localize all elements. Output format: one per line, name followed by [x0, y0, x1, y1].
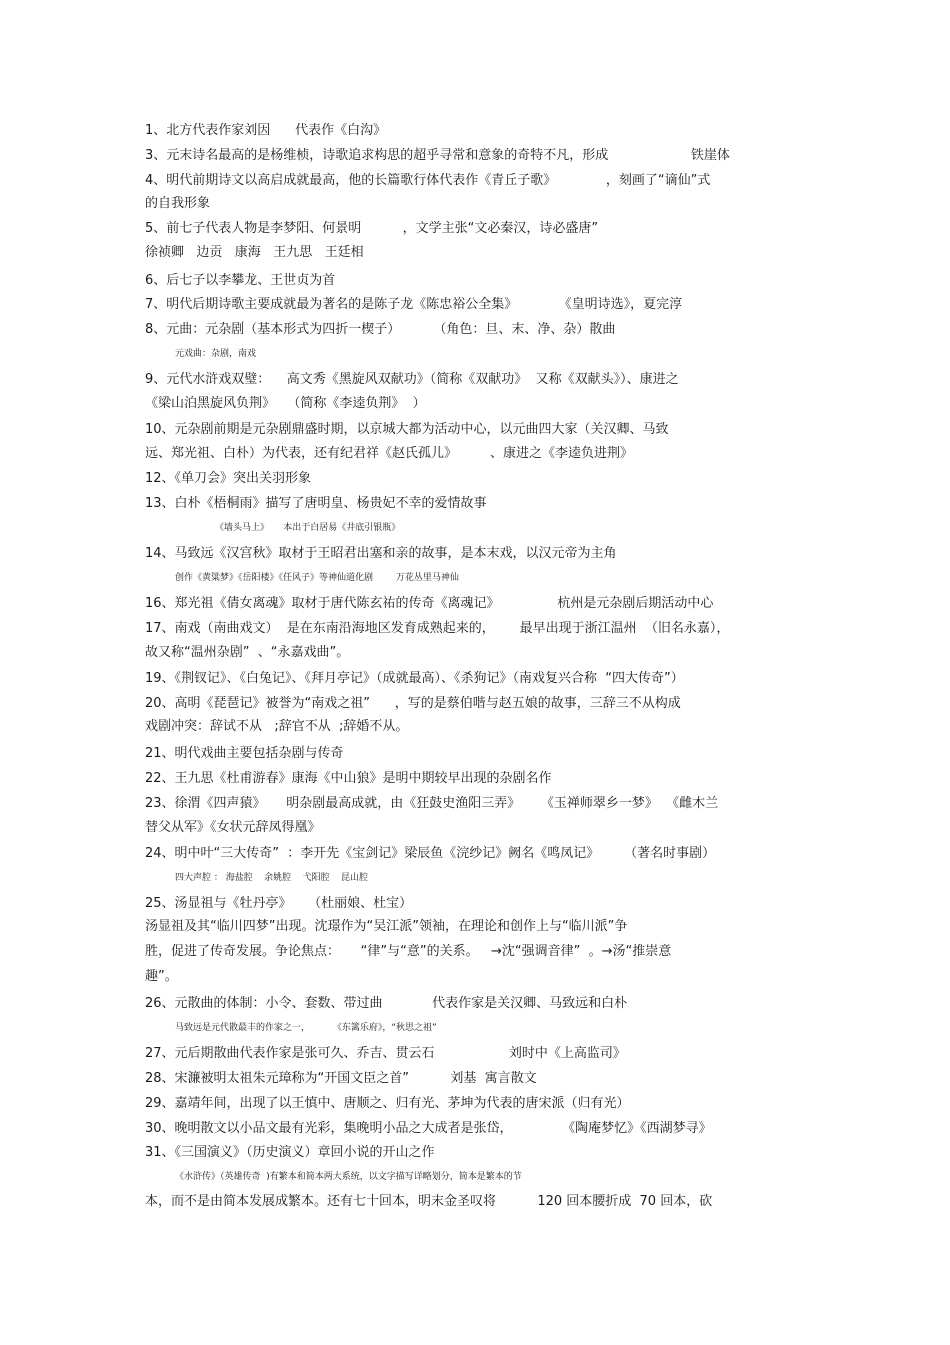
text-line: 《墙头马上》 本出于白居易《井底引银瓶》	[215, 523, 401, 533]
text-line: 戏剧冲突：辞试不从 ;辞官不从 ;辞婚不从。	[145, 719, 409, 734]
text-line: 远、郑光祖、白朴）为代表，还有纪君祥《赵氏孤儿》 、康进之《李逵负进荆》	[145, 446, 634, 461]
text-line: 元戏曲：杂剧，南戏	[175, 349, 257, 359]
text-line: 6、后七子以李攀龙、王世贞为首	[145, 273, 336, 288]
text-line: 汤显祖及其“临川四梦”出现。沈璟作为“吴江派”领袖，在理论和创作上与“临川派”争	[145, 919, 628, 934]
text-line: 23、徐渭《四声猿》 明杂剧最高成就，由《狂鼓史渔阳三弄》 《玉禅师翠乡一梦》 《雌木兰	[145, 796, 719, 811]
text-line: 徐祯卿 边贡 康海 王九思 王廷相	[145, 245, 364, 260]
text-line: 胜，促进了传奇发展。争论焦点： “律”与“意”的关系。 →沈“强调音律” 。→汤“推崇意	[145, 944, 672, 959]
text-line: 故又称“温州杂剧” 、“永嘉戏曲”。	[145, 645, 350, 660]
text-line: 28、宋濂被明太祖朱元璋称为“开国文臣之首” 刘基 寓言散文	[145, 1071, 537, 1086]
text-line: 30、晚明散文以小品文最有光彩，集晚明小品之大成者是张岱， 《陶庵梦忆》《西湖梦寻》	[145, 1121, 712, 1136]
text-line: 22、王九思《杜甫游春》康海《中山狼》是明中期较早出现的杂剧名作	[145, 771, 552, 786]
text-line: 5、前七子代表人物是李梦阳、何景明 ，文学主张“文必秦汉，诗必盛唐”	[145, 221, 599, 236]
text-line: 的自我形象	[145, 196, 211, 211]
text-line: 24、明中叶“三大传奇” ：李开先《宝剑记》梁辰鱼《浣纱记》阙名《鸣凤记》 （著名时事剧）	[145, 846, 716, 861]
text-line: 《水浒传》（英雄传奇 )有繁本和简本两大系统，以文字描写详略划分，简本是繁本的节	[175, 1172, 522, 1182]
text-line: 马致远是元代散最丰的作家之一， 《东篱乐府》，“秋思之祖”	[175, 1023, 437, 1033]
text-line: 替父从军》《女状元辞凤得凰》	[145, 820, 321, 835]
text-line: 本，而不是由简本发展成繁本。还有七十回本，明末金圣叹将 120 回本腰折成 70 回本，砍	[145, 1194, 713, 1209]
text-line: 31、《三国演义》（历史演义）章回小说的开山之作	[145, 1145, 435, 1160]
text-line: 20、高明《琵琶记》被誉为“南戏之祖” ，写的是蔡伯喈与赵五娘的故事，三辞三不从构成	[145, 696, 681, 711]
text-line: 8、元曲：元杂剧（基本形式为四折一楔子） （角色：旦、末、净、杂）散曲	[145, 322, 616, 337]
text-line: 17、南戏（南曲戏文） 是在东南沿海地区发育成熟起来的， 最早出现于浙江温州 （旧名永嘉），	[145, 621, 730, 636]
text-line: 1、北方代表作家刘因 代表作《白沟》	[145, 123, 387, 138]
text-line: 25、汤显祖与《牡丹亭》 （杜丽娘、杜宝）	[145, 896, 413, 911]
text-line: 21、明代戏曲主要包括杂剧与传奇	[145, 746, 344, 761]
text-line: 14、马致远《汉宫秋》取材于王昭君出塞和亲的故事，是本末戏，以汉元帝为主角	[145, 546, 617, 561]
text-line: 趣”。	[145, 969, 178, 984]
text-line: 4、明代前期诗文以高启成就最高，他的长篇歌行体代表作《青丘子歌》 ，刻画了“谪仙”式	[145, 173, 711, 188]
text-line: 10、元杂剧前期是元杂剧鼎盛时期，以京城大都为活动中心，以元曲四大家（关汉卿、马致	[145, 422, 669, 437]
text-line: 27、元后期散曲代表作家是张可久、乔吉、贯云石 刘时中《上高监司》	[145, 1046, 626, 1061]
text-line: 26、元散曲的体制：小令、套数、带过曲 代表作家是关汉卿、马致远和白朴	[145, 996, 628, 1011]
text-line: 9、元代水浒戏双璧： 高文秀《黑旋风双献功》（简称《双献功》 又称《双献头》）、康进之	[145, 372, 679, 387]
text-line: 29、嘉靖年间，出现了以王慎中、唐顺之、归有光、茅坤为代表的唐宋派（归有光）	[145, 1096, 630, 1111]
text-line: 16、郑光祖《倩女离魂》取材于唐代陈玄祐的传奇《离魂记》 杭州是元杂剧后期活动中心	[145, 596, 714, 611]
text-line: 《梁山泊黑旋风负荆》 （简称《李逵负荆》 ）	[145, 396, 426, 411]
text-line: 19、《荆钗记》、《白兔记》、《拜月亭记》（成就最高）、《杀狗记》（南戏复兴合称 “四大传奇”）	[145, 671, 684, 686]
text-line: 12、《单刀会》突出关羽形象	[145, 471, 312, 486]
text-line: 创作《黄粱梦》《岳阳楼》《任风子》等神仙道化剧 万花丛里马神仙	[175, 573, 459, 583]
text-line: 13、白朴《梧桐雨》描写了唐明皇、杨贵妃不幸的爱情故事	[145, 496, 487, 511]
text-line: 7、明代后期诗歌主要成就最为著名的是陈子龙《陈忠裕公全集》 《皇明诗选》，夏完淳	[145, 297, 683, 312]
text-line: 3、元末诗名最高的是杨维桢，诗歌追求构思的超乎寻常和意象的奇特不凡，形成 铁崖体	[145, 148, 730, 163]
text-line: 四大声腔 ： 海盐腔 余姚腔 弋阳腔 昆山腔	[175, 873, 369, 883]
